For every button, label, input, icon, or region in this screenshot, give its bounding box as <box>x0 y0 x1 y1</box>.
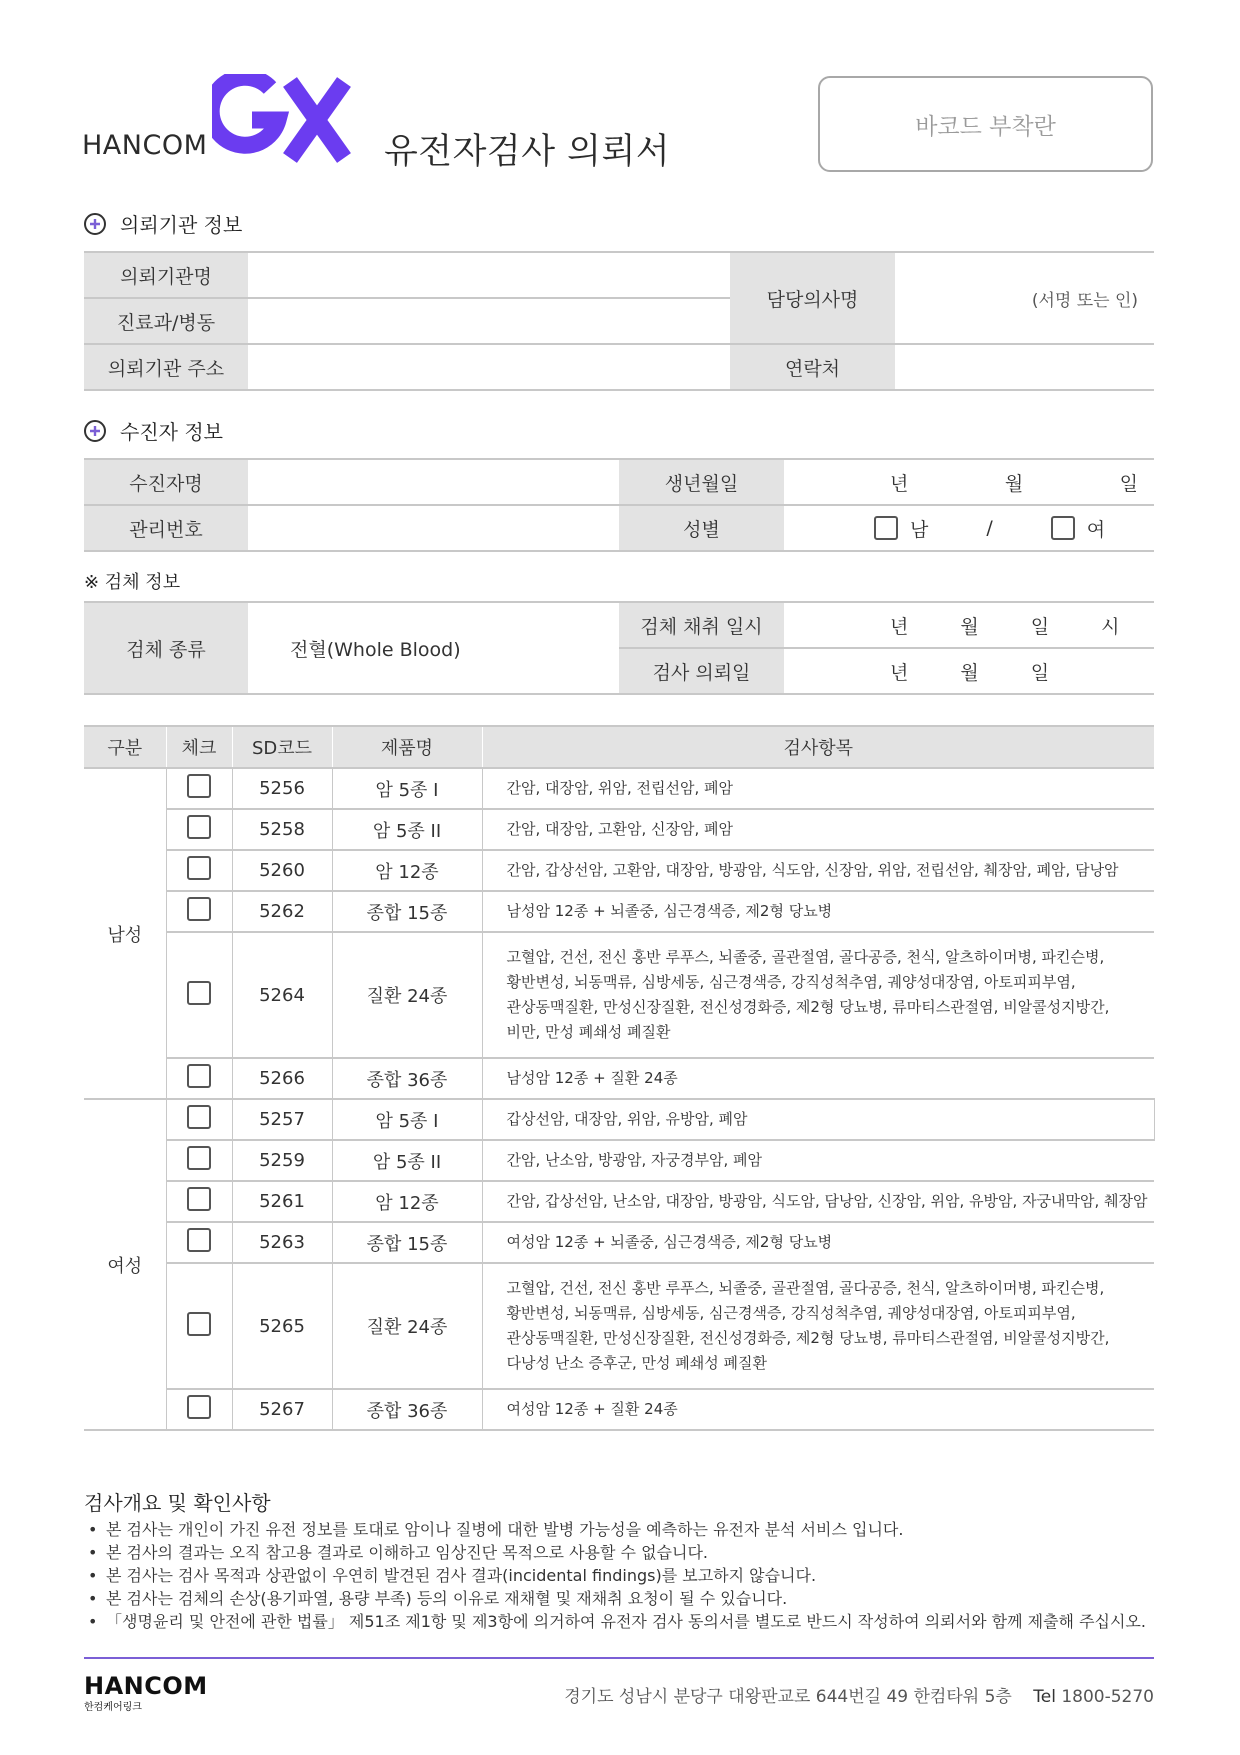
document-title: 유전자검사 의뢰서 <box>384 132 671 172</box>
institution-table <box>84 251 1154 391</box>
test-items: 고혈압, 건선, 전신 홍반 루푸스, 뇌졸중, 골관절염, 골다공증, 천식, 알츠하이머병, 파킨슨병, 황반변성, 뇌동맥류, 심방세동, 심근경색증, 강직성척추염, 궤양성대장염, 아토피피부염, 관상동맥질환, 만성신장질환, 전신성경화증, 제2형 당뇨병, 류마티스관절염, 비알콜성지방간, 비만, 만성 폐쇄성 폐질환 <box>482 932 1154 1058</box>
plus-circle-icon <box>84 213 106 235</box>
product-name: 암 5종 II <box>332 809 482 850</box>
test-checkbox[interactable] <box>187 815 211 839</box>
test-items: 고혈압, 건선, 전신 홍반 루푸스, 뇌졸중, 골관절염, 골다공증, 천식, 알츠하이머병, 파킨슨병, 황반변성, 뇌동맥류, 심방세동, 심근경색증, 강직성척추염, 궤양성대장염, 아토피피부염, 관상동맥질환, 만성신장질환, 전신성경화증, 제2형 당뇨병, 류마티스관절염, 비알콜성지방간, 다낭성 난소 증후군, 만성 폐쇄성 폐질환 <box>482 1263 1154 1389</box>
col-header-test-items: 검사항목 <box>482 726 1154 768</box>
sd-code: 5266 <box>232 1058 332 1099</box>
birthdate-label: 생년월일 <box>619 459 784 505</box>
patient-name-label: 수진자명 <box>84 459 248 505</box>
sd-code: 5263 <box>232 1222 332 1263</box>
sd-code: 5262 <box>232 891 332 932</box>
address-text: 경기도 성남시 분당구 대왕판교로 644번길 49 한컴타워 5층 <box>564 1687 1012 1707</box>
footer-address <box>564 1682 1154 1707</box>
test-checkbox[interactable] <box>187 1312 211 1336</box>
section-patient-title <box>84 416 223 445</box>
institution-name-field[interactable] <box>248 252 730 298</box>
test-items: 간암, 대장암, 위암, 전립선암, 폐암 <box>482 768 1154 809</box>
specimen-table <box>84 601 1154 695</box>
year-unit: 년 <box>890 615 909 638</box>
product-name: 종합 36종 <box>332 1058 482 1099</box>
test-checkbox[interactable] <box>187 856 211 880</box>
test-selection-table <box>84 725 1155 1431</box>
section-institution-label: 의뢰기관 정보 <box>120 213 243 237</box>
footer-logo <box>84 1672 208 1713</box>
sd-code: 5256 <box>232 768 332 809</box>
test-checkbox[interactable] <box>187 1187 211 1211</box>
month-unit: 월 <box>960 661 979 684</box>
plus-circle-icon <box>84 420 106 442</box>
day-unit: 일 <box>1030 661 1050 684</box>
contact-field[interactable] <box>895 344 1154 390</box>
test-checkbox[interactable] <box>187 981 211 1005</box>
group-male: 남성 <box>84 768 166 1099</box>
male-label: 남 <box>910 518 929 541</box>
test-items: 남성암 12종 + 뇌졸중, 심근경색증, 제2형 당뇨병 <box>482 891 1154 932</box>
section-institution-title <box>84 209 242 238</box>
day-unit: 일 <box>1030 615 1050 638</box>
department-field[interactable] <box>248 298 730 344</box>
logo-gx-mark <box>212 74 352 166</box>
management-number-label: 관리번호 <box>84 505 248 551</box>
contact-label: 연락처 <box>730 344 895 390</box>
gender-separator: / <box>986 517 993 539</box>
test-items: 남성암 12종 + 질환 24종 <box>482 1058 1154 1099</box>
test-items: 간암, 대장암, 고환암, 신장암, 폐암 <box>482 809 1154 850</box>
product-name: 종합 15종 <box>332 1222 482 1263</box>
footer-divider <box>84 1657 1154 1659</box>
collection-datetime-label: 검체 채취 일시 <box>619 602 784 648</box>
month-unit: 월 <box>960 615 979 638</box>
product-name: 종합 15종 <box>332 891 482 932</box>
specimen-type-label: 검체 종류 <box>84 602 248 694</box>
patient-table <box>84 458 1154 552</box>
test-items: 간암, 갑상선암, 난소암, 대장암, 방광암, 식도암, 담낭암, 신장암, 위암, 유방암, 자궁내막암, 췌장암 <box>482 1181 1154 1222</box>
notes-list <box>84 1518 1164 1633</box>
product-name: 암 5종 II <box>332 1140 482 1181</box>
test-checkbox[interactable] <box>187 1064 211 1088</box>
tel-label: Tel <box>1033 1687 1056 1707</box>
signature-note: (서명 또는 인) <box>1031 290 1138 311</box>
sd-code: 5265 <box>232 1263 332 1389</box>
note-item: • 본 검사의 결과는 오직 참고용 결과로 이해하고 임상진단 목적으로 사용할 수 없습니다. <box>84 1541 1164 1564</box>
product-name: 암 5종 I <box>332 1099 482 1140</box>
management-number-field[interactable] <box>248 505 619 551</box>
notes-title: 검사개요 및 확인사항 <box>84 1491 271 1515</box>
test-items: 여성암 12종 + 질환 24종 <box>482 1389 1154 1430</box>
test-items: 갑상선암, 대장암, 위암, 유방암, 폐암 <box>482 1099 1154 1140</box>
sd-code: 5264 <box>232 932 332 1058</box>
section-patient-label: 수진자 정보 <box>120 420 223 444</box>
hancom-gx-logo <box>82 74 362 164</box>
year-unit: 년 <box>890 472 909 495</box>
group-female: 여성 <box>84 1099 166 1430</box>
institution-address-field[interactable] <box>248 344 730 390</box>
collection-datetime-field[interactable] <box>784 602 1154 648</box>
test-checkbox[interactable] <box>187 1105 211 1129</box>
footer-brand-sub: 한컴케어링크 <box>84 1702 142 1713</box>
barcode-area <box>818 76 1153 172</box>
institution-name-label: 의뢰기관명 <box>84 252 248 298</box>
female-checkbox[interactable] <box>1051 516 1075 540</box>
note-item: • 본 검사는 검체의 손상(용기파열, 용량 부족) 등의 이유로 재채혈 및 재채취 요청이 될 수 있습니다. <box>84 1587 1164 1610</box>
request-date-field[interactable] <box>784 648 1154 694</box>
barcode-label: 바코드 부착란 <box>915 113 1056 140</box>
male-checkbox[interactable] <box>874 516 898 540</box>
product-name: 종합 36종 <box>332 1389 482 1430</box>
test-checkbox[interactable] <box>187 774 211 798</box>
product-name: 암 12종 <box>332 1181 482 1222</box>
test-checkbox[interactable] <box>187 1146 211 1170</box>
logo-hancom-text: HANCOM <box>82 130 208 161</box>
female-label: 여 <box>1086 518 1106 541</box>
gender-label: 성별 <box>619 505 784 551</box>
request-date-label: 검사 의뢰일 <box>619 648 784 694</box>
doctor-signature-field[interactable] <box>895 252 1154 344</box>
tel-number: 1800-5270 <box>1061 1687 1154 1707</box>
section-specimen-title: ※ 검체 정보 <box>84 572 181 593</box>
test-checkbox[interactable] <box>187 1395 211 1419</box>
sd-code: 5260 <box>232 850 332 891</box>
sd-code: 5259 <box>232 1140 332 1181</box>
gender-field <box>784 505 1154 551</box>
product-name: 암 12종 <box>332 850 482 891</box>
day-unit: 일 <box>1119 472 1138 495</box>
sd-code: 5261 <box>232 1181 332 1222</box>
note-item: • 본 검사는 검사 목적과 상관없이 우연히 발견된 검사 결과(incidental findings)를 보고하지 않습니다. <box>84 1564 1164 1587</box>
product-name: 질환 24종 <box>332 1263 482 1389</box>
col-header-product: 제품명 <box>332 726 482 768</box>
note-item: • 「생명윤리 및 안전에 관한 법률」 제51조 제1항 및 제3항에 의거하여 유전자 검사 동의서를 별도로 반드시 작성하여 의뢰서와 함께 제출해 주십시오. <box>84 1610 1164 1633</box>
product-name: 질환 24종 <box>332 932 482 1058</box>
col-header-check: 체크 <box>166 726 232 768</box>
test-items: 간암, 난소암, 방광암, 자궁경부암, 폐암 <box>482 1140 1154 1181</box>
sd-code: 5258 <box>232 809 332 850</box>
year-unit: 년 <box>890 661 909 684</box>
birthdate-field[interactable] <box>784 459 1154 505</box>
product-name: 암 5종 I <box>332 768 482 809</box>
test-items: 여성암 12종 + 뇌졸중, 심근경색증, 제2형 당뇨병 <box>482 1222 1154 1263</box>
note-item: • 본 검사는 개인이 가진 유전 정보를 토대로 암이나 질병에 대한 발병 가능성을 예측하는 유전자 분석 서비스 입니다. <box>84 1518 1164 1541</box>
specimen-type-value: 전혈(Whole Blood) <box>248 602 619 694</box>
test-checkbox[interactable] <box>187 897 211 921</box>
col-header-category: 구분 <box>84 726 166 768</box>
department-label: 진료과/병동 <box>84 298 248 344</box>
hour-unit: 시 <box>1101 615 1120 638</box>
test-checkbox[interactable] <box>187 1228 211 1252</box>
institution-address-label: 의뢰기관 주소 <box>84 344 248 390</box>
col-header-sd-code: SD코드 <box>232 726 332 768</box>
month-unit: 월 <box>1004 472 1024 495</box>
patient-name-field[interactable] <box>248 459 619 505</box>
sd-code: 5267 <box>232 1389 332 1430</box>
footer-brand: HANCOM <box>84 1672 208 1700</box>
test-items: 간암, 갑상선암, 고환암, 대장암, 방광암, 식도암, 신장암, 위암, 전립선암, 췌장암, 폐암, 담낭암 <box>482 850 1154 891</box>
doctor-name-label: 담당의사명 <box>730 252 895 344</box>
sd-code: 5257 <box>232 1099 332 1140</box>
